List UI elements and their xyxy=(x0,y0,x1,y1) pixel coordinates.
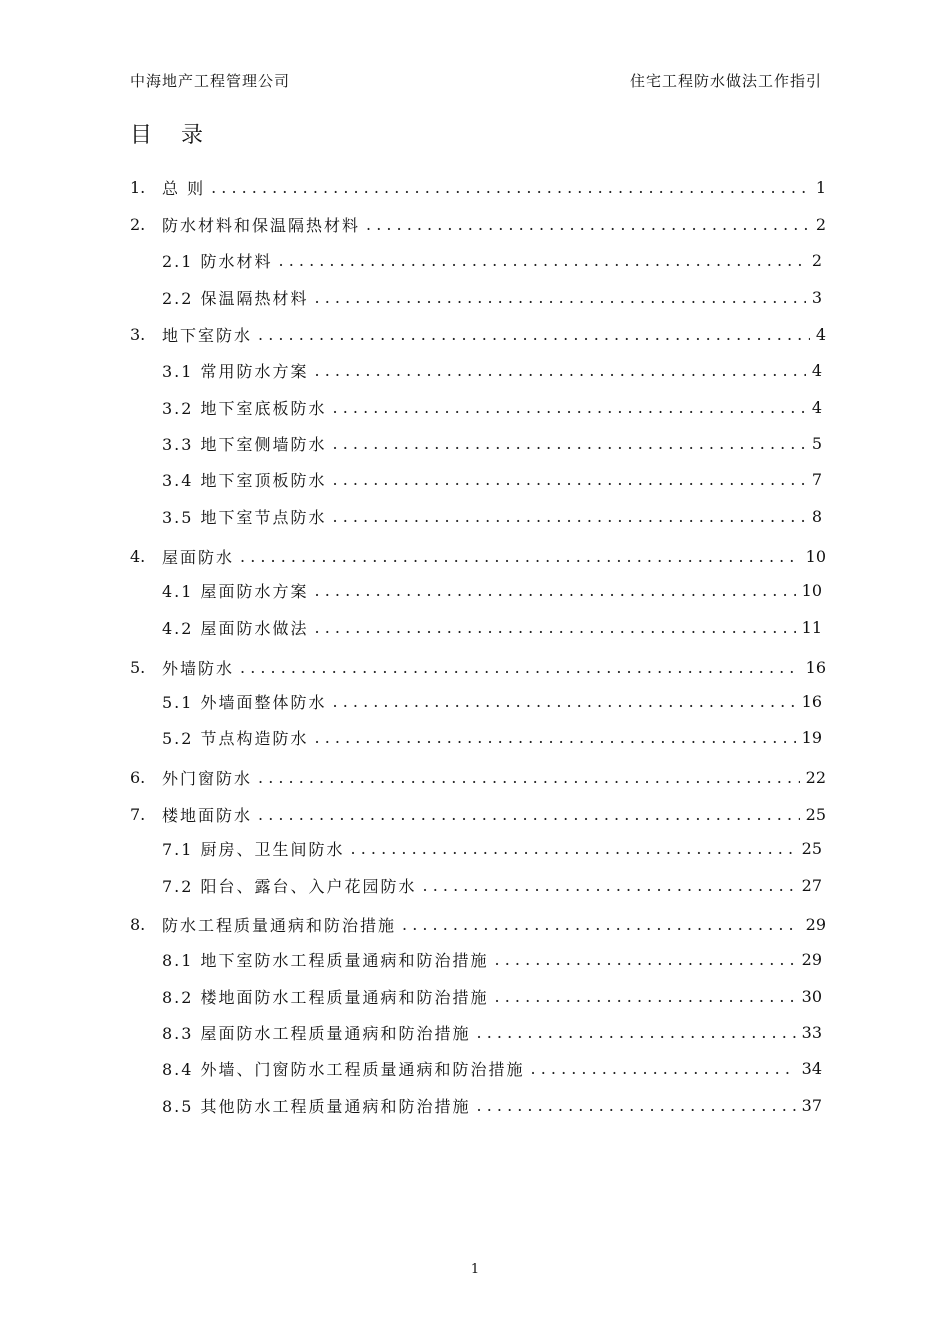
toc-entry[interactable] xyxy=(130,575,826,605)
toc-entry[interactable] xyxy=(130,428,826,458)
toc-entry-title: 8.4 外墙、门窗防水工程质量通病和防治措施 xyxy=(162,1059,525,1079)
page-title xyxy=(130,118,204,149)
toc-entry-title: 7.2 阳台、露台、入户花园防水 xyxy=(162,876,417,896)
toc-entry-number: 3. xyxy=(130,324,146,344)
toc-entry-number: 5. xyxy=(130,657,146,677)
toc-dot-leader xyxy=(402,915,800,934)
toc-entry[interactable] xyxy=(130,762,826,792)
toc-entry-page: 1 xyxy=(815,177,826,197)
toc-entry-page: 10 xyxy=(805,546,826,566)
toc-entry[interactable] xyxy=(130,612,826,642)
toc-entry-page: 2 xyxy=(815,214,826,234)
page-number: 1 xyxy=(470,1262,480,1277)
toc-entry-page: 25 xyxy=(801,838,822,858)
toc-entry-number: 4. xyxy=(130,546,146,566)
toc-entry-title: 3.3 地下室侧墙防水 xyxy=(162,434,327,454)
toc-entry-title: 外门窗防水 xyxy=(162,768,253,788)
toc-entry-page: 7 xyxy=(811,469,822,489)
toc-entry[interactable] xyxy=(130,282,826,312)
toc-entry-page: 4 xyxy=(811,397,822,417)
toc-entry-page: 34 xyxy=(801,1058,822,1078)
toc-entry-title: 4.2 屋面防水做法 xyxy=(162,618,309,638)
toc-entry-page: 4 xyxy=(811,360,822,380)
toc-entry-title: 屋面防水 xyxy=(162,547,235,567)
toc-entry[interactable] xyxy=(130,652,826,682)
toc-entry-page: 30 xyxy=(801,986,822,1006)
toc-dot-leader xyxy=(333,692,796,711)
toc-entry[interactable] xyxy=(130,944,826,974)
toc-entry-title: 5.1 外墙面整体防水 xyxy=(162,692,327,712)
toc-entry-title: 3.1 常用防水方案 xyxy=(162,361,309,381)
toc-entry-page: 27 xyxy=(801,875,822,895)
toc-entry-title: 8.1 地下室防水工程质量通病和防治措施 xyxy=(162,950,489,970)
toc-entry-number: 2. xyxy=(130,214,146,234)
toc-dot-leader xyxy=(333,470,806,489)
header-document-title: 住宅工程防水做法工作指引 xyxy=(629,72,822,90)
toc-dot-leader xyxy=(258,805,800,824)
toc-dot-leader xyxy=(315,361,806,380)
toc-entry-title: 3.5 地下室节点防水 xyxy=(162,507,327,527)
toc-entry-title: 防水工程质量通病和防治措施 xyxy=(162,915,397,935)
toc-dot-leader xyxy=(258,325,810,344)
toc-entry-page: 2 xyxy=(811,250,822,270)
toc-entry-title: 3.2 地下室底板防水 xyxy=(162,398,327,418)
toc-dot-leader xyxy=(240,658,800,677)
toc-entry-title: 8.3 屋面防水工程质量通病和防治措施 xyxy=(162,1023,471,1043)
toc-entry[interactable] xyxy=(130,799,826,829)
toc-entry-page: 11 xyxy=(801,617,822,637)
toc-entry-page: 29 xyxy=(805,914,826,934)
toc-entry[interactable] xyxy=(130,686,826,716)
toc-entry[interactable] xyxy=(130,392,826,422)
toc-dot-leader xyxy=(333,398,806,417)
toc-dot-leader xyxy=(477,1096,796,1115)
toc-entry[interactable] xyxy=(130,541,826,571)
toc-dot-leader xyxy=(477,1023,796,1042)
toc-entry-page: 25 xyxy=(805,804,826,824)
toc-dot-leader xyxy=(279,251,806,270)
toc-entry-page: 29 xyxy=(801,949,822,969)
toc-entry-title: 地下室防水 xyxy=(162,325,253,345)
toc-dot-leader xyxy=(315,581,796,600)
toc-entry-page: 5 xyxy=(811,433,822,453)
toc-entry-page: 19 xyxy=(801,727,822,747)
toc-entry-title: 外墙防水 xyxy=(162,658,235,678)
toc-entry-title: 4.1 屋面防水方案 xyxy=(162,581,309,601)
toc-dot-leader xyxy=(351,839,796,858)
toc-dot-leader xyxy=(240,547,800,566)
toc-dot-leader xyxy=(258,768,800,787)
toc-entry-title: 防水材料和保温隔热材料 xyxy=(162,215,361,235)
toc-dot-leader xyxy=(495,950,796,969)
toc-entry[interactable] xyxy=(130,1053,826,1083)
toc-dot-leader xyxy=(315,728,796,747)
toc-entry-title: 5.2 节点构造防水 xyxy=(162,728,309,748)
toc-entry-page: 16 xyxy=(805,657,826,677)
toc-entry-page: 37 xyxy=(801,1095,822,1115)
toc-dot-leader xyxy=(366,215,810,234)
toc-entry-page: 16 xyxy=(801,691,822,711)
toc-entry-title: 2.1 防水材料 xyxy=(162,251,273,271)
title-char-1: 目 xyxy=(130,123,154,148)
header-company: 中海地产工程管理公司 xyxy=(130,72,291,90)
toc-entry-title: 楼地面防水 xyxy=(162,805,253,825)
title-char-2: 录 xyxy=(181,123,205,148)
toc-entry[interactable] xyxy=(130,245,826,275)
toc-entry[interactable] xyxy=(130,1017,826,1047)
toc-dot-leader xyxy=(315,618,796,637)
toc-entry-title: 8.5 其他防水工程质量通病和防治措施 xyxy=(162,1096,471,1116)
toc-dot-leader xyxy=(423,876,796,895)
toc-entry[interactable] xyxy=(130,209,826,239)
toc-entry[interactable] xyxy=(130,501,826,531)
toc-entry-page: 4 xyxy=(815,324,826,344)
toc-entry[interactable] xyxy=(130,1090,826,1120)
toc-entry-title: 8.2 楼地面防水工程质量通病和防治措施 xyxy=(162,987,489,1007)
toc-entry[interactable] xyxy=(130,464,826,494)
toc-entry[interactable] xyxy=(130,319,826,349)
toc-entry-title: 3.4 地下室顶板防水 xyxy=(162,470,327,490)
toc-entry[interactable] xyxy=(130,981,826,1011)
toc-entry[interactable] xyxy=(130,870,826,900)
toc-dot-leader xyxy=(495,987,796,1006)
toc-entry-page: 33 xyxy=(801,1022,822,1042)
toc-entry-title: 总 则 xyxy=(162,178,206,198)
toc-entry[interactable] xyxy=(130,355,826,385)
toc-entry-number: 1. xyxy=(130,177,146,197)
toc-dot-leader xyxy=(531,1059,796,1078)
toc-entry-page: 22 xyxy=(805,767,826,787)
toc-entry[interactable] xyxy=(130,909,826,939)
toc-entry[interactable] xyxy=(130,722,826,752)
toc-entry-number: 6. xyxy=(130,767,146,787)
toc-entry-title: 2.2 保温隔热材料 xyxy=(162,288,309,308)
toc-entry-title: 7.1 厨房、卫生间防水 xyxy=(162,839,345,859)
toc-entry-page: 3 xyxy=(811,287,822,307)
toc-entry-number: 7. xyxy=(130,804,146,824)
toc-entry[interactable] xyxy=(130,833,826,863)
toc-dot-leader xyxy=(211,178,810,197)
toc-entry-page: 8 xyxy=(811,506,822,526)
toc-entry-number: 8. xyxy=(130,914,146,934)
toc-dot-leader xyxy=(315,288,806,307)
toc-dot-leader xyxy=(333,507,806,526)
toc-entry[interactable] xyxy=(130,172,826,202)
toc-entry-page: 10 xyxy=(801,580,822,600)
toc-dot-leader xyxy=(333,434,806,453)
